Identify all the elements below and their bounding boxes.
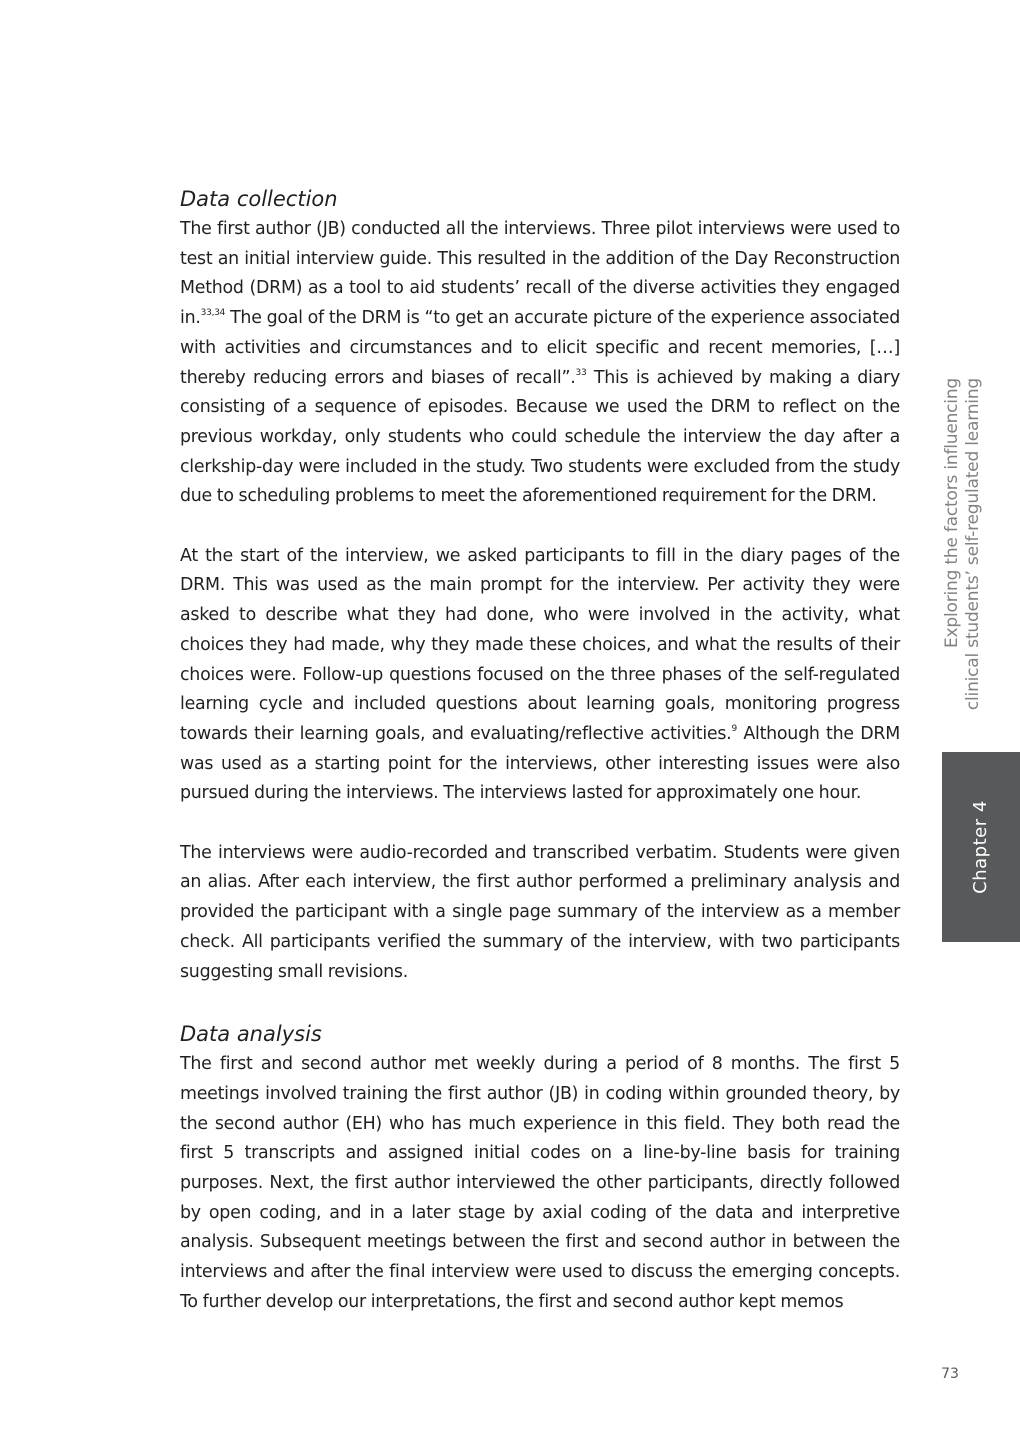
running-title-line-1: Exploring the factors influencing (942, 378, 962, 649)
paragraph-text: The goal of the DRM is “to get an accurate picture of the experience associated with activities and circumstances and to elicit specific and recent memories, […] thereby reducing errors and biases of recall”. (180, 308, 900, 388)
paragraph-text: Although the DRM was used as a starting point for the interviews, other interesting issues were also pursued during the interviews. The interviews lasted for approximately one hour. (180, 723, 900, 804)
page-number: 73 (941, 1366, 959, 1382)
section-heading-data-analysis: Data analysis (180, 1022, 322, 1047)
paragraph-data-collection-1 (180, 215, 900, 512)
running-title-line-2: clinical students’ self-regulated learning (963, 378, 983, 711)
citation-ref: 33,34 (200, 308, 226, 319)
running-title (942, 378, 1002, 720)
main-content (180, 183, 900, 1318)
paragraph-data-collection-3: The interviews were audio-recorded and transcribed verbatim. Students were given an alias. After each interview, the first author performed a preliminary analysis and provided the participant with a single page summary of the interview as a member check. All participants verified the summary of the interview, with two participants suggesting small revisions. (180, 842, 900, 982)
chapter-tab (942, 752, 1020, 942)
chapter-label: Chapter 4 (970, 800, 991, 894)
paragraph-text: At the start of the interview, we asked participants to fill in the diary pages of the DRM. This was used as the main prompt for the interview. Per activity they were asked to describe what they had done, who were involved in the activity, what choices they had made, why they made these choices, and what the results of their choices were. Follow-up questions focused on the three phases of the self-regulated learning cycle and included questions about learning goals, monitoring progress towards their learning goals, and evaluating/reflective activities. (180, 545, 900, 744)
paragraph-text: The first author (JB) conducted all the interviews. Three pilot interviews were used to test an initial interview guide. This resulted in the addition of the Day Reconstruction Method (DRM) as a tool to aid students’ recall of the diverse activities they engaged in. (180, 219, 900, 329)
paragraph-data-collection-2 (180, 542, 900, 809)
citation-ref: 9 (731, 724, 737, 735)
citation-ref: 33 (575, 367, 587, 378)
paragraph-data-analysis-1: The first and second author met weekly during a period of 8 months. The first 5 meetings involved training the first author (JB) in coding within grounded theory, by the second author (EH) who has much experience in this field. They both read the first 5 transcripts and assigned initial codes on a line-by-line basis for training purposes. Next, the first author interviewed the other participants, directly followed by open coding, and in a later stage by axial coding of the data and interpretive analysis. Subsequent meetings between the first and second author in between the interviews and after the final interview were used to discuss the emerging concepts. To further develop our interpretations, the first and second author kept memos (180, 1054, 900, 1312)
section-heading-data-collection: Data collection (180, 187, 338, 211)
paragraph-text: This is achieved by making a diary consisting of a sequence of episodes. Because we used the DRM to reflect on the previous workday, only students who could schedule the interview the day after a clerkship-day were included in the study. Two students were excluded from the study due to scheduling problems to meet the aforementioned requirement for the DRM. (180, 367, 900, 507)
